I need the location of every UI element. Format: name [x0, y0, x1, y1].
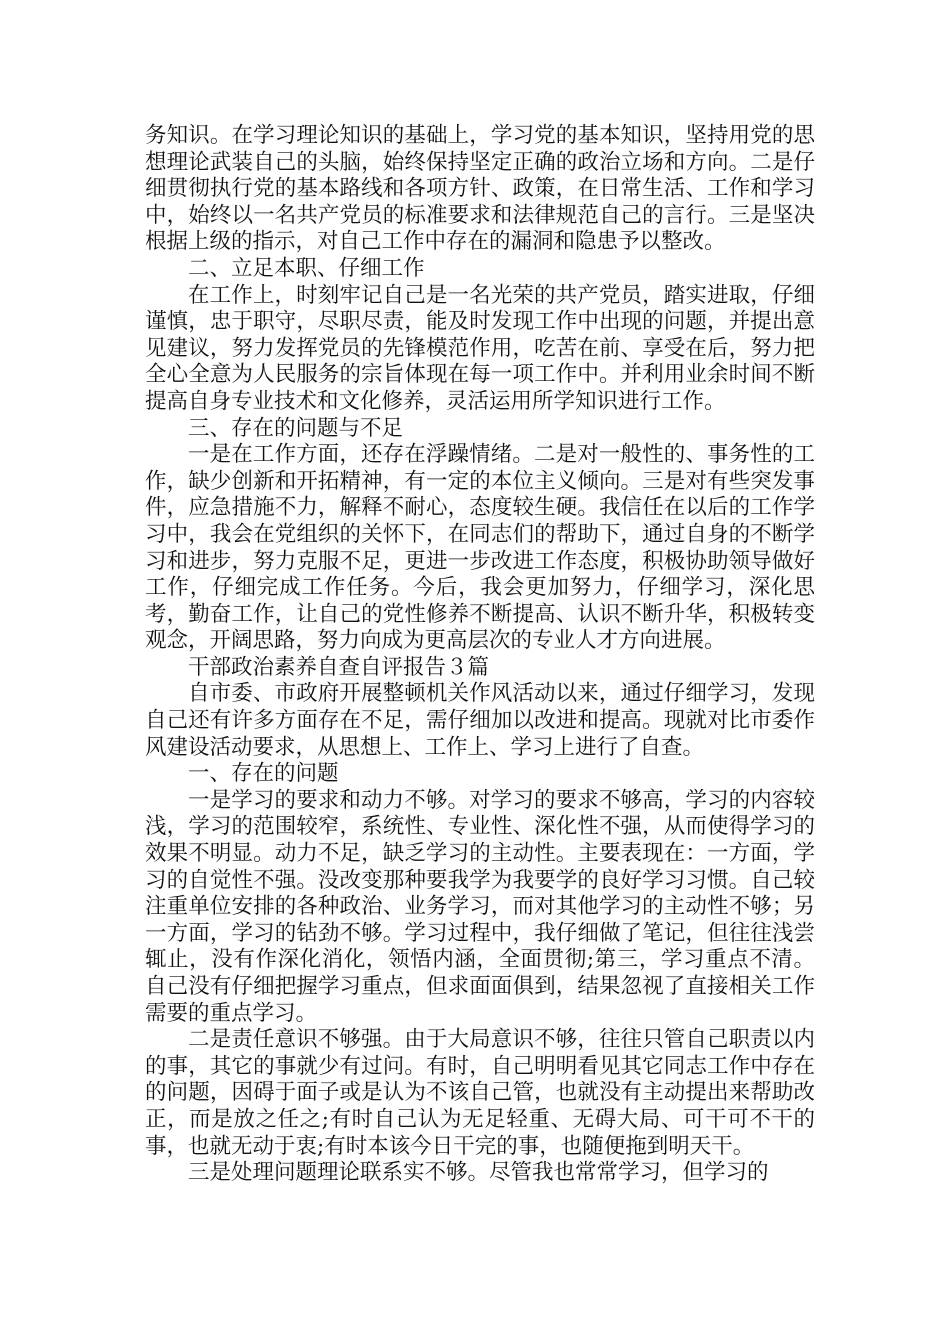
paragraph-intro: 自市委、市政府开展整顿机关作风活动以来，通过仔细学习，发现自己还有许多方面存在不足，需仔细加以改进和提高。现就对比市委作风建设活动要求，从思想上、工作上、学习上进行了自查。	[145, 681, 815, 760]
paragraph-problems: 一是在工作方面，还存在浮躁情绪。二是对一般性的、事务性的工作，缺少创新和开拓精神，有一定的本位主义倾向。三是对有些突发事件，应急措施不力，解释不耐心，态度较生硬。我信任在以后的工作学习中，我会在党组织的关怀下，在同志们的帮助下，通过自身的不断学习和进步，努力克服不足，更进一步改进工作态度，积极协助领导做好工作，仔细完成工作任务。今后，我会更加努力，仔细学习，深化思考，勤奋工作，让自己的党性修养不断提高、认识不断升华，积极转变观念，开阔思路，努力向成为更高层次的专业人才方向进展。	[145, 442, 815, 654]
report-title: 干部政治素养自查自评报告３篇	[188, 654, 490, 680]
section-heading-problems: 三、存在的问题与不足	[188, 415, 404, 441]
paragraph-work: 在工作上，时刻牢记自己是一名光荣的共产党员，踏实进取，仔细谨慎，忠于职守，尽职尽责，能及时发现工作中出现的问题，并提出意见建议，努力发挥党员的先锋模范作用，吃苦在前、享受在后，努力把全心全意为人民服务的宗旨体现在每一项工作中。并利用业余时间不断提高自身专业技术和文化修养，灵活运用所学知识进行工作。	[145, 282, 815, 414]
paragraph-responsibility: 二是责任意识不够强。由于大局意识不够，往往只管自己职责以内的事，其它的事就少有过问。有时，自己明明看见其它同志工作中存在的问题，因碍于面子或是认为不该自己管，也就没有主动提出来帮助改正，而是放之任之;有时自己认为无足轻重、无碍大局、可干可不干的事，也就无动于衷;有时本该今日干完的事，也随便拖到明天干。	[145, 1027, 815, 1159]
section-heading-work: 二、立足本职、仔细工作	[188, 255, 425, 281]
section-heading-existing-problems: 一、存在的问题	[188, 761, 339, 787]
paragraph-party-knowledge: 务知识。在学习理论知识的基础上，学习党的基本知识，坚持用党的思想理论武装自己的头脑，始终保持坚定正确的政治立场和方向。二是仔细贯彻执行党的基本路线和各项方针、政策，在日常生活、工作和学习中，始终以一名共产党员的标准要求和法律规范自己的言行。三是坚决根据上级的指示，对自己工作中存在的漏洞和隐患予以整改。	[145, 123, 815, 255]
document-body	[145, 123, 815, 1187]
paragraph-theory-practice: 三是处理问题理论联系实不够。尽管我也常常学习，但学习的	[188, 1160, 769, 1186]
paragraph-study-motivation: 一是学习的要求和动力不够。对学习的要求不够高，学习的内容较浅，学习的范围较窄，系统性、专业性、深化性不强，从而使得学习的效果不明显。动力不足，缺乏学习的主动性。主要表现在：一方面，学习的自觉性不强。没改变那种要我学为我要学的良好学习习惯。自己较注重单位安排的各种政治、业务学习，而对其他学习的主动性不够；另一方面，学习的钻劲不够。学习过程中，我仔细做了笔记，但往往浅尝辄止，没有作深化消化，领悟内涵，全面贯彻;第三，学习重点不清。自己没有仔细把握学习重点，但求面面俱到，结果忽视了直接相关工作需要的重点学习。	[145, 787, 815, 1026]
